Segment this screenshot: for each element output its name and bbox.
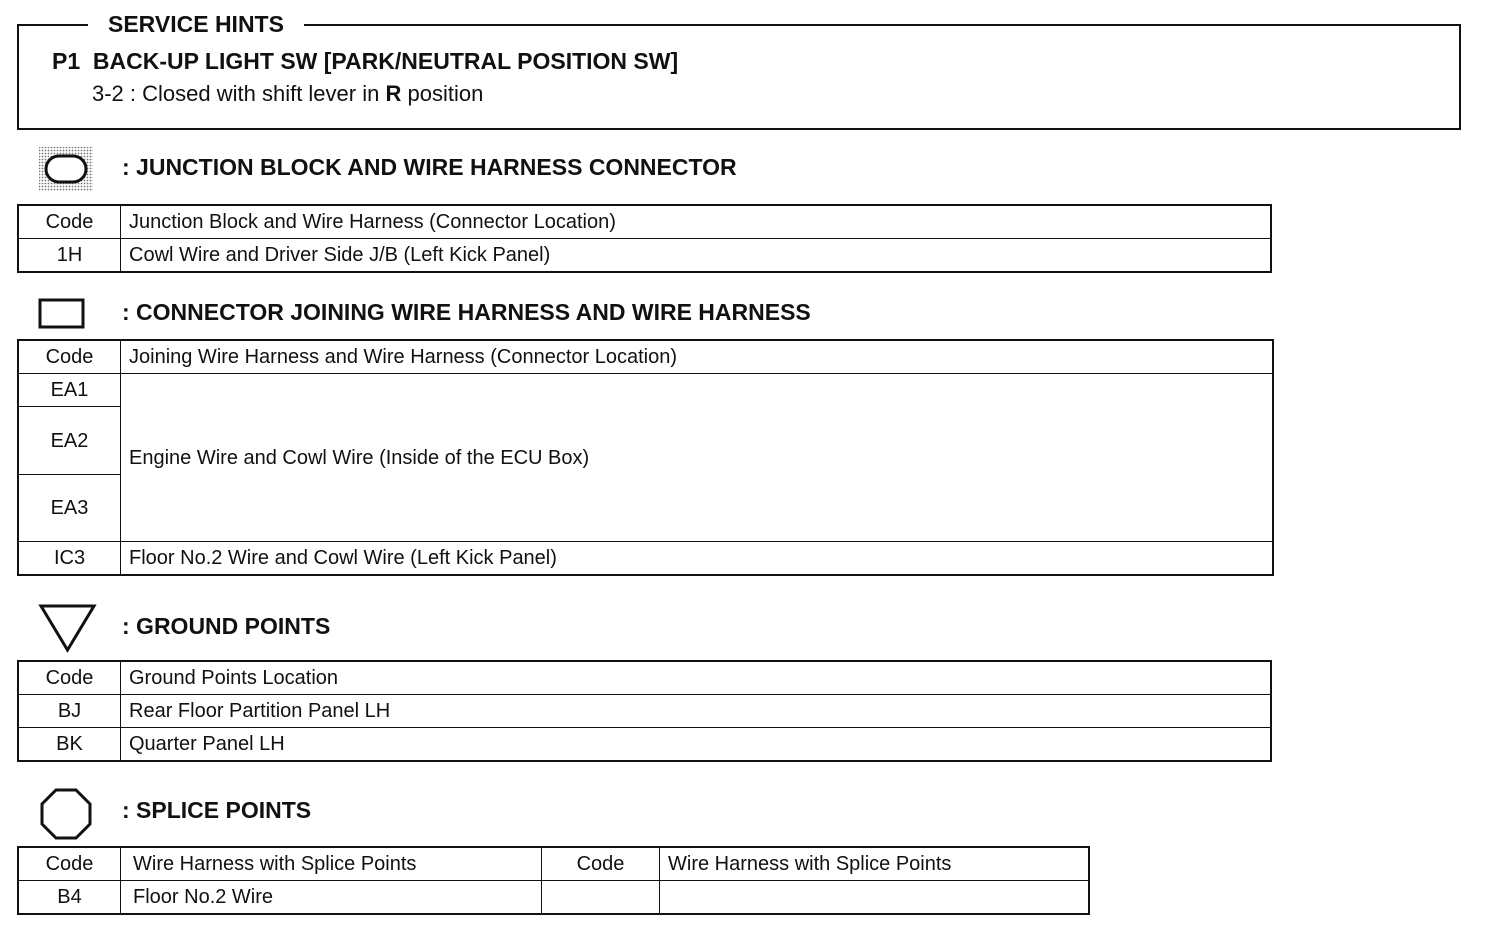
desc-header: Ground Points Location — [121, 661, 1272, 695]
junction-table — [17, 204, 1272, 273]
junction-block-icon — [38, 146, 94, 192]
code-header: Code — [18, 847, 121, 881]
code-header: Code — [18, 205, 121, 239]
junction-heading: : JUNCTION BLOCK AND WIRE HARNESS CONNECTOR — [122, 154, 737, 180]
desc-header-2: Wire Harness with Splice Points — [660, 847, 1090, 881]
ground-heading: : GROUND POINTS — [122, 613, 331, 639]
service-hints-title: SERVICE HINTS — [88, 10, 304, 38]
desc-cell: Floor No.2 Wire and Cowl Wire (Left Kick Panel) — [121, 542, 1274, 576]
desc-header: Joining Wire Harness and Wire Harness (Connector Location) — [121, 340, 1274, 374]
table-row — [18, 374, 1273, 407]
splice-heading: : SPLICE POINTS — [122, 797, 312, 823]
code-cell: EA3 — [18, 475, 121, 542]
code-cell: BJ — [18, 695, 121, 728]
code-cell: 1H — [18, 239, 121, 273]
table-header-row — [18, 205, 1271, 239]
service-hints-item: P1 BACK-UP LIGHT SW [PARK/NEUTRAL POSITION SW] — [52, 48, 679, 74]
desc-cell: Rear Floor Partition Panel LH — [121, 695, 1272, 728]
code-header: Code — [18, 340, 121, 374]
desc-cell: Quarter Panel LH — [121, 728, 1272, 762]
code-cell-2 — [542, 881, 660, 915]
splice-octagon-icon — [38, 787, 94, 841]
desc-header: Junction Block and Wire Harness (Connector Location) — [121, 205, 1272, 239]
table-row — [18, 542, 1273, 576]
ground-table — [17, 660, 1272, 762]
table-row — [18, 695, 1271, 728]
connector-table — [17, 339, 1274, 576]
desc-cell-2 — [660, 881, 1090, 915]
desc-cell: Engine Wire and Cowl Wire (Inside of the ECU Box) — [121, 374, 1274, 542]
table-header-row — [18, 847, 1089, 881]
code-header: Code — [18, 661, 121, 695]
service-hints-box — [17, 24, 1461, 130]
table-row — [18, 239, 1271, 273]
detail-prefix: 3-2 : Closed with shift lever in — [92, 81, 386, 106]
code-header-2: Code — [542, 847, 660, 881]
code-cell: EA2 — [18, 407, 121, 475]
connector-heading: : CONNECTOR JOINING WIRE HARNESS AND WIRE HARNESS — [122, 299, 811, 325]
table-header-row — [18, 661, 1271, 695]
code-cell: BK — [18, 728, 121, 762]
detail-bold: R — [385, 81, 402, 106]
desc-cell: Cowl Wire and Driver Side J/B (Left Kick Panel) — [121, 239, 1272, 273]
ground-triangle-icon — [38, 603, 98, 653]
table-header-row — [18, 340, 1273, 374]
service-hints-detail — [92, 80, 483, 108]
desc-header: Wire Harness with Splice Points — [121, 847, 542, 881]
table-row — [18, 728, 1271, 762]
splice-table — [17, 846, 1090, 915]
code-cell: EA1 — [18, 374, 121, 407]
code-cell: B4 — [18, 881, 121, 915]
connector-rectangle-icon — [38, 298, 86, 330]
detail-suffix: position — [401, 81, 484, 106]
table-row — [18, 881, 1089, 915]
desc-cell: Floor No.2 Wire — [121, 881, 542, 915]
code-cell: IC3 — [18, 542, 121, 576]
